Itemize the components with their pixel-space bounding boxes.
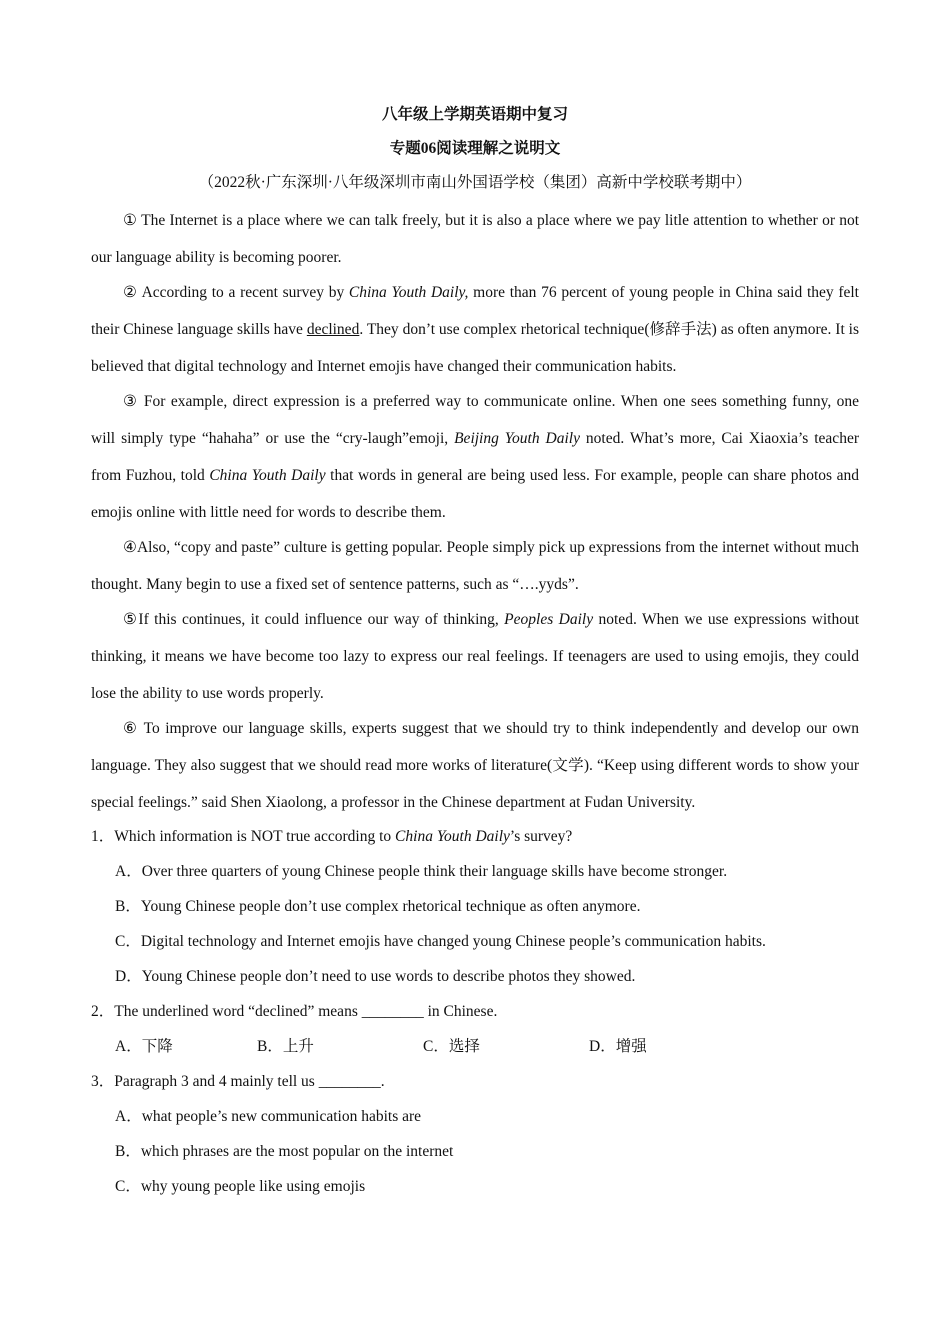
p3-text-c: noted. What’s more, Cai Xiaoxia’s teacher from Fuzhou, told	[91, 430, 859, 484]
p2-text-a: ② According to a recent survey by	[123, 284, 349, 301]
q1-newspaper-name: China Youth Daily	[395, 828, 510, 845]
q2-option-a: A．下降	[115, 1038, 173, 1055]
paragraph-2	[91, 274, 859, 385]
document-subtitle: 专题06阅读理解之说明文	[389, 140, 561, 157]
q2-option-d: D．增强	[589, 1038, 647, 1055]
p5-text-a: ⑤If this continues, it could influence our way of thinking,	[123, 611, 505, 628]
p3-text-e: that words in general are being used less. For example, people can share photos and emojis online with little need for words to describe them.	[91, 467, 859, 521]
q1-option-a: A．Over three quarters of young Chinese people think their language skills have become stronger.	[115, 863, 728, 880]
p2-text-c: more than 76 percent of young people in China said they felt their Chinese language skills have	[91, 284, 859, 338]
paragraph-1: ① The Internet is a place where we can talk freely, but it is also a place where we pay litle attention to whether or not our language ability is becoming poorer.	[91, 212, 859, 266]
paragraph-5	[91, 601, 859, 712]
p2-newspaper-name: China Youth Daily,	[348, 284, 469, 301]
p3-text-a: ③ For example, direct expression is a preferred way to communicate online. When one sees something funny, one will simply type “hahaha” or use the “cry-laugh”emoji,	[91, 393, 859, 447]
document-page	[91, 98, 859, 1204]
q2-options	[91, 1029, 859, 1064]
q2-option-b: B．上升	[257, 1038, 314, 1055]
p2-text-e: . They don’t use complex rhetorical technique(修辞手法) as often anymore. It is believed that digital technology and Internet emojis have changed their communication habits.	[91, 321, 859, 375]
q1-option-c: C．Digital technology and Internet emojis have changed young Chinese people’s communication habits.	[115, 933, 766, 950]
paragraph-3	[91, 383, 859, 531]
p5-newspaper-name: Peoples Daily	[504, 611, 594, 628]
exam-source: （2022秋·广东深圳·八年级深圳市南山外国语学校（集团）高新中学校联考期中）	[198, 174, 752, 191]
p5-text-c: noted. When we use expressions without thinking, it means we have become too lazy to express our real feelings. If teenagers are used to using emojis, they could lose the ability to use words properly.	[91, 611, 860, 702]
q1-option-b: B．Young Chinese people don’t use complex rhetorical technique as often anymore.	[115, 898, 641, 915]
paragraph-6: ⑥ To improve our language skills, experts suggest that we should try to think independently and develop our own language. They also suggest that we should read more works of literature(文学). “Keep using different words to show your special feelings.” said Shen Xiaolong, a professor in the Chinese department at Fudan University.	[91, 720, 859, 811]
q1-option-d: D．Young Chinese people don’t need to use words to describe photos they showed.	[115, 968, 636, 985]
q3-option-a: A．what people’s new communication habits are	[115, 1108, 422, 1125]
question-3: 3．Paragraph 3 and 4 mainly tell us ________.	[91, 1073, 385, 1090]
underlined-word-declined: declined	[306, 321, 360, 338]
q3-option-c: C．why young people like using emojis	[115, 1178, 366, 1195]
q2-option-c: C．选择	[423, 1038, 480, 1055]
q1-text-c: ’s survey?	[509, 828, 573, 845]
q1-text-a: 1．Which information is NOT true according to	[91, 828, 396, 845]
question-1	[91, 819, 859, 854]
question-2: 2．The underlined word “declined” means ________ in Chinese.	[91, 1003, 498, 1020]
paragraph-4: ④Also, “copy and paste” culture is getting popular. People simply pick up expressions from the internet without much thought. Many begin to use a fixed set of sentence patterns, such as “….yyds”.	[91, 539, 859, 593]
p3-newspaper-name-1: Beijing Youth Daily	[454, 430, 580, 447]
p3-newspaper-name-2: China Youth Daily	[209, 467, 326, 484]
document-title: 八年级上学期英语期中复习	[381, 106, 568, 123]
q3-option-b: B．which phrases are the most popular on the internet	[115, 1143, 454, 1160]
